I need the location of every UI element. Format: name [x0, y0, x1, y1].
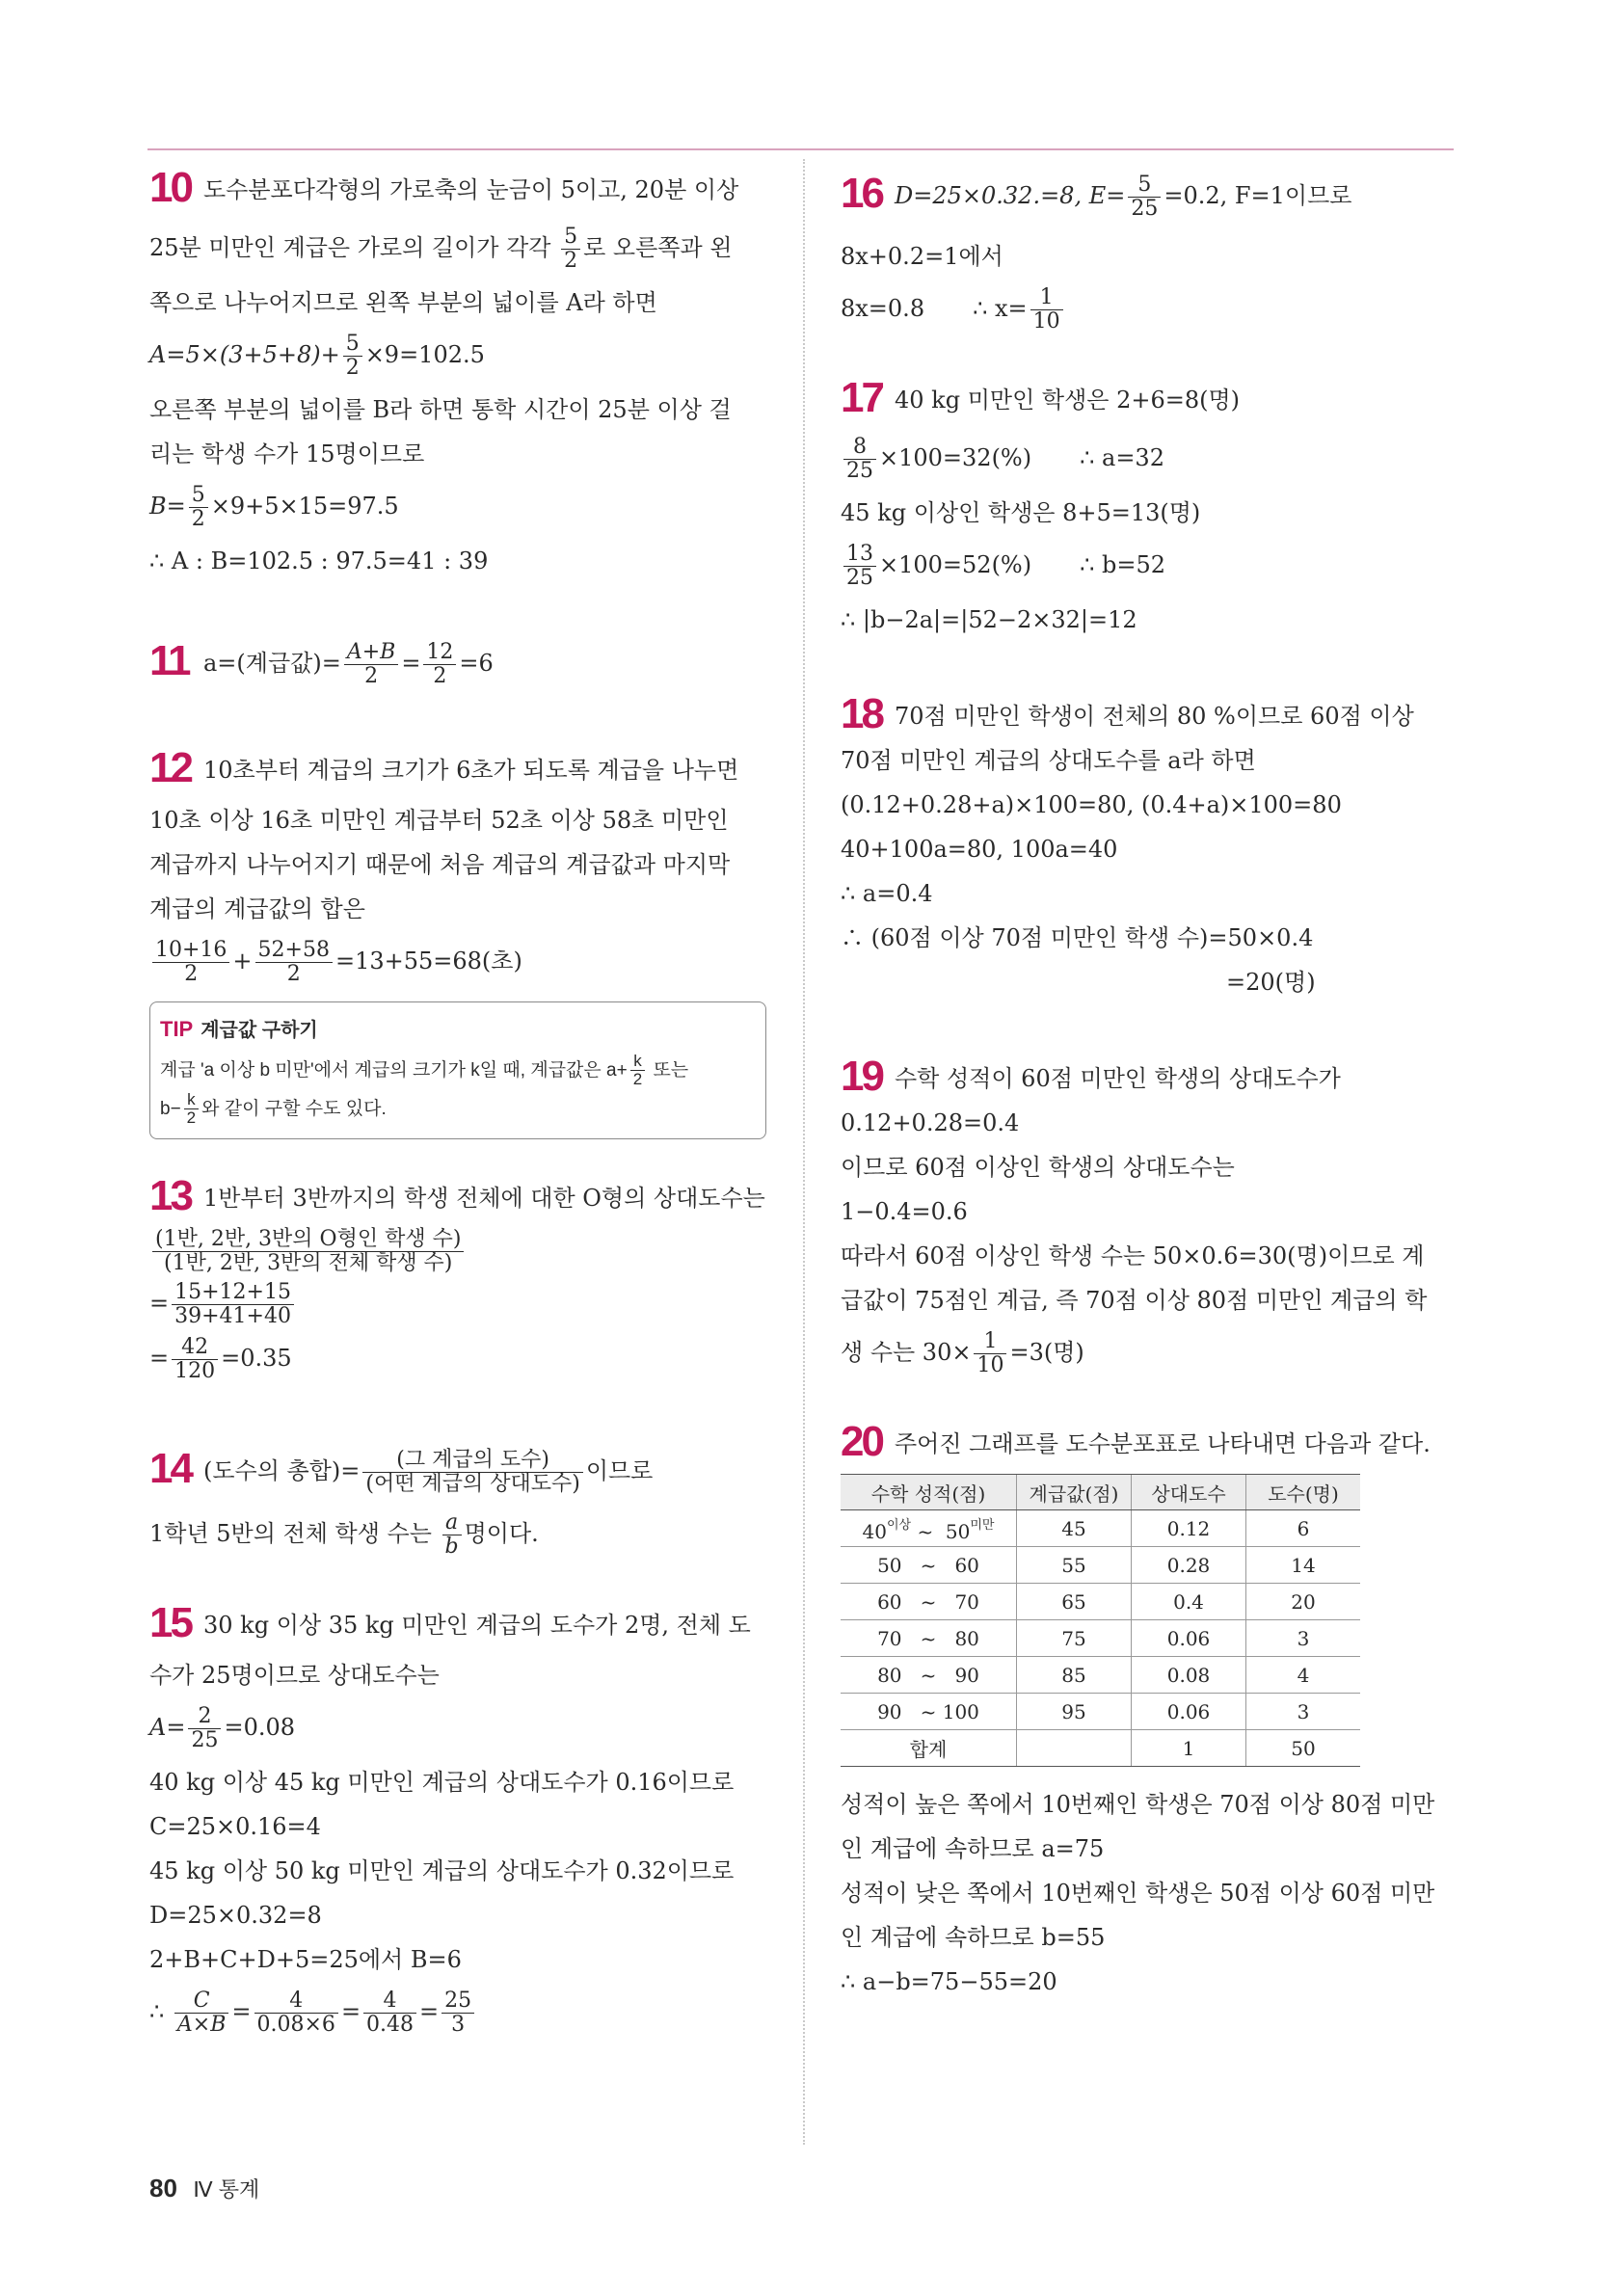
- problem-10: [149, 164, 766, 575]
- fraction: $\frac{1}{10}$: [1030, 286, 1063, 334]
- fraction: $\frac{2}{25}$: [188, 1705, 221, 1752]
- p13-equals: =: [149, 1290, 170, 1317]
- table-cell: 4: [1246, 1657, 1361, 1694]
- fraction: $\frac{42}{120}$: [172, 1336, 218, 1383]
- problem-19: [841, 1053, 1458, 1377]
- right-column: [841, 170, 1458, 2012]
- column-divider: [803, 159, 805, 2145]
- problem-15: 15 30 kg 이상 35 kg 미만인 계급의 도수가 2명, 전체 도 수가 25명이므로 상대도수는 A= $\frac{2}{25}$ =0.08 40 kg 이상 45 kg 미만인 계급의 상대도수가 0.16이므로 C=25×0.16=4 45 kg 이상 50 kg 미만인 계급의 상대도수가 0.32이므로 D=25×0.32=8 2+B+C+D+5=25에서 B=6 ∴ $\frac{C}{A\times B}$ = $\frac{4}{0.08\times 6}$ = $\frac{4}{0.48}$ = $\frac{25}{3}$: [149, 1609, 766, 2037]
- table-header: 상대도수: [1132, 1475, 1246, 1510]
- p19-line5: 따라서 60점 이상인 학생 수는 50×0.6=30(명)이므로 계: [841, 1242, 1425, 1269]
- p10-eq-b: B=: [149, 493, 186, 520]
- table-header-row: [841, 1475, 1360, 1510]
- table-cell: 3: [1246, 1620, 1361, 1657]
- problem-13: [149, 1172, 766, 1383]
- p11-eq-start: a=(계급값)=: [203, 650, 341, 677]
- problem-18: [841, 690, 1458, 997]
- p18-line3: (0.12+0.28+a)×100=80, (0.4+a)×100=80: [841, 791, 1342, 818]
- p17-line1: 40 kg 미만인 학생은 2+6=8(명): [895, 387, 1241, 414]
- p17-answer-a: ∴ a=32: [1080, 444, 1164, 471]
- table-cell: 0.08: [1132, 1657, 1246, 1694]
- table-row: [841, 1657, 1360, 1694]
- left-column: [149, 164, 766, 2052]
- p10-line3: 쪽으로 나누어지므로 왼쪽 부분의 넓이를 A라 하면: [149, 289, 657, 316]
- p18-line7: =20(명): [1226, 969, 1316, 996]
- table-cell: 0.12: [1132, 1510, 1246, 1547]
- tip-line1a: 계급 'a 이상 b 미만'에서 계급의 크기가 k일 때, 계급값은 a+: [160, 1060, 628, 1081]
- p10-line6: 리는 학생 수가 15명이므로: [149, 441, 425, 467]
- table-cell: 14: [1246, 1547, 1361, 1584]
- table-cell: 75: [1017, 1620, 1132, 1657]
- table-cell: 0.28: [1132, 1547, 1246, 1584]
- p15-line8: 2+B+C+D+5=25에서 B=6: [149, 1946, 462, 1973]
- fraction: $\frac{5}{2}$: [189, 484, 208, 531]
- tip-line1b: 또는: [648, 1060, 689, 1081]
- p20-line1: 주어진 그래프를 도수분포표로 나타내면 다음과 같다.: [895, 1430, 1431, 1457]
- problem-17: [841, 374, 1458, 634]
- p12-line1: 10초부터 계급의 크기가 6초가 되도록 계급을 나누면: [203, 757, 739, 784]
- table-total-row: [841, 1730, 1360, 1767]
- table-cell: 6: [1246, 1510, 1361, 1547]
- tip-line2a: b−: [160, 1099, 181, 1119]
- problem-number: 14: [149, 1445, 191, 1492]
- p17-line5: ∴ |b−2a|=|52−2×32|=12: [841, 606, 1137, 633]
- table-cell: 3: [1246, 1694, 1361, 1730]
- problem-number: 19: [841, 1053, 882, 1100]
- p14-eq-start: (도수의 총합)=: [203, 1457, 361, 1484]
- table-cell: 60 ~ 70: [841, 1584, 1017, 1620]
- p16-line3a: 8x=0.8: [841, 295, 925, 322]
- table-cell: 0.06: [1132, 1694, 1246, 1730]
- table-cell: 50 ~ 60: [841, 1547, 1017, 1584]
- p16-line3b: ∴ x=: [973, 295, 1028, 322]
- page-footer: [149, 2174, 259, 2203]
- tip-title: 계급값 구하기: [201, 1020, 318, 1041]
- p20-line2: 성적이 높은 쪽에서 10번째인 학생은 70점 이상 80점 미만: [841, 1791, 1435, 1818]
- p12-line4: 계급의 계급값의 합은: [149, 895, 365, 922]
- p12-line3: 계급까지 나누어지기 때문에 처음 계급의 계급값과 마지막: [149, 851, 731, 878]
- p12-plus: +: [232, 948, 253, 974]
- fraction: $\frac{13}{25}$: [843, 543, 876, 590]
- p16-line1a: D=25×0.32.=8, E=: [895, 182, 1126, 209]
- p18-line1: 70점 미만인 학생이 전체의 80 %이므로 60점 이상: [895, 703, 1414, 730]
- table-cell: 합계: [841, 1730, 1017, 1767]
- p13-line1: 1반부터 3반까지의 학생 전체에 대한 O형의 상대도수는: [203, 1185, 765, 1212]
- p17-line3: 45 kg 이상인 학생은 8+5=13(명): [841, 499, 1201, 526]
- problem-number: 20: [841, 1418, 882, 1465]
- p19-line2: 0.12+0.28=0.4: [841, 1109, 1020, 1136]
- p20-line4: 성적이 낮은 쪽에서 10번째인 학생은 50점 이상 60점 미만: [841, 1880, 1435, 1907]
- table-row: [841, 1547, 1360, 1584]
- tip-box: [149, 1001, 766, 1139]
- p18-line2: 70점 미만인 계급의 상대도수를 a라 하면: [841, 747, 1256, 774]
- problem-number: 10: [149, 164, 191, 211]
- p11-equals: =: [401, 650, 421, 677]
- p17-line2b: ×100=32(%): [879, 444, 1032, 471]
- p10-eq-b-result: ×9+5×15=97.5: [210, 493, 399, 520]
- table-cell: 45: [1017, 1510, 1132, 1547]
- fraction: $\frac{a}{b}$: [442, 1511, 462, 1559]
- p15-line7: D=25×0.32=8: [149, 1902, 322, 1929]
- p20-line3: 인 계급에 속하므로 a=75: [841, 1835, 1105, 1862]
- p15-line6: 45 kg 이상 50 kg 미만인 계급의 상대도수가 0.32이므로: [149, 1857, 735, 1884]
- p19-line4: 1−0.4=0.6: [841, 1198, 968, 1225]
- p10-eq-a-result: ×9=102.5: [364, 341, 485, 368]
- p10-line1: 도수분포다각형의 가로축의 눈금이 5이고, 20분 이상: [203, 176, 739, 203]
- problem-number: 17: [841, 374, 882, 421]
- fraction: $\frac{10+16}{2}$: [152, 939, 229, 986]
- p12-result: =13+55=68(초): [334, 948, 522, 974]
- fraction: $\frac{4}{0.48}$: [363, 1989, 416, 2037]
- p14-line2a: 1학년 5반의 전체 학생 수는: [149, 1520, 440, 1547]
- tip-line2b: 와 같이 구할 수도 있다.: [201, 1099, 387, 1119]
- table-cell: [1017, 1730, 1132, 1767]
- table-cell: 1: [1132, 1730, 1246, 1767]
- table-cell: 20: [1246, 1584, 1361, 1620]
- p17-answer-b: ∴ b=52: [1080, 551, 1166, 578]
- problem-14: [149, 1445, 766, 1559]
- table-cell: 90 ~ 100: [841, 1694, 1017, 1730]
- p18-line4: 40+100a=80, 100a=40: [841, 836, 1118, 863]
- p13-equals: =: [149, 1345, 170, 1372]
- fraction: $\frac{\text{(1반, 2반, 3반의 O형인 학생 수)}}{\text{(1반, 2반, 3반의 전체 학생 수)}}$: [152, 1228, 464, 1275]
- problem-number: 13: [149, 1172, 191, 1219]
- table-cell: 0.4: [1132, 1584, 1246, 1620]
- p14-eq-end: 이므로: [585, 1457, 654, 1484]
- table-cell: 65: [1017, 1584, 1132, 1620]
- fraction: $\frac{1}{10}$: [974, 1330, 1006, 1377]
- p15-line2: 수가 25명이므로 상대도수는: [149, 1662, 440, 1689]
- fraction: $\frac{5}{25}$: [1128, 174, 1161, 221]
- tip-label: TIP: [160, 1017, 194, 1041]
- fraction: $\frac{52+58}{2}$: [255, 939, 333, 986]
- problem-20: [841, 1418, 1458, 1996]
- p11-result: =6: [459, 650, 494, 677]
- problem-11: [149, 637, 766, 688]
- page-number: 80: [149, 2174, 177, 2203]
- p20-line5: 인 계급에 속하므로 b=55: [841, 1924, 1106, 1951]
- problem-number: 15: [149, 1599, 191, 1646]
- p12-line2: 10초 이상 16초 미만인 계급부터 52초 이상 58초 미만인: [149, 807, 729, 834]
- p14-line2b: 명이다.: [464, 1520, 539, 1547]
- header-rule: [147, 148, 1454, 150]
- problem-16: [841, 170, 1458, 334]
- p15-eq-a: A=: [149, 1714, 186, 1741]
- p16-line2: 8x+0.2=1에서: [841, 243, 1003, 270]
- fraction: $\frac{12}{2}$: [423, 641, 456, 688]
- fraction: $\frac{C}{A\times B}$: [174, 1989, 229, 2037]
- table-cell: 80 ~ 90: [841, 1657, 1017, 1694]
- frequency-table: [841, 1474, 1360, 1767]
- fraction: $\frac{25}{3}$: [441, 1989, 474, 2037]
- table-cell: $40^{이상}$ ~ $50^{미만}$: [841, 1510, 1017, 1547]
- p18-line6: ∴ (60점 이상 70점 미만인 학생 수)=50×0.4: [841, 924, 1314, 951]
- problem-number: 18: [841, 690, 882, 737]
- p10-eq-a: A=5×(3+5+8)+: [149, 341, 340, 368]
- p15-eq-a-result: =0.08: [224, 1714, 295, 1741]
- p16-line1b: =0.2, F=1이므로: [1164, 182, 1352, 209]
- p10-line5: 오른쪽 부분의 넓이를 B라 하면 통학 시간이 25분 이상 걸: [149, 396, 732, 423]
- table-cell: 0.06: [1132, 1620, 1246, 1657]
- fraction: $\frac{15+12+15}{39+41+40}$: [172, 1281, 294, 1328]
- table-header: 수학 성적(점): [841, 1475, 1017, 1510]
- table-header: 도수(명): [1246, 1475, 1361, 1510]
- fraction: $\frac{k}{2}$: [184, 1091, 199, 1127]
- chapter-label: Ⅳ 통계: [193, 2177, 260, 2202]
- problem-number: 16: [841, 170, 882, 217]
- table-cell: 55: [1017, 1547, 1132, 1584]
- fraction: $\frac{k}{2}$: [630, 1053, 645, 1088]
- p19-line3: 이므로 60점 이상인 학생의 상대도수는: [841, 1154, 1235, 1181]
- table-cell: 70 ~ 80: [841, 1620, 1017, 1657]
- table-cell: 85: [1017, 1657, 1132, 1694]
- fraction: $\frac{\text{(그 계급의 도수)}}{\text{(어떤 계급의 상대도수)}}$: [362, 1449, 582, 1496]
- table-row: [841, 1694, 1360, 1730]
- table-header: 계급값(점): [1017, 1475, 1132, 1510]
- problem-number: 11: [149, 637, 189, 684]
- p10-answer: ∴ A : B=102.5 : 97.5=41 : 39: [149, 547, 489, 574]
- p19-line7b: =3(명): [1009, 1339, 1084, 1366]
- p19-line6: 급값이 75점인 계급, 즉 70점 이상 80점 미만인 계급의 학: [841, 1287, 1428, 1314]
- p15-line5: C=25×0.16=4: [149, 1813, 321, 1840]
- fraction: $\frac{8}{25}$: [843, 436, 876, 483]
- p18-line5: ∴ a=0.4: [841, 880, 933, 907]
- p19-line1: 수학 성적이 60점 미만인 학생의 상대도수가: [895, 1065, 1341, 1092]
- p10-line2a: 25분 미만인 계급은 가로의 길이가 각각: [149, 234, 559, 261]
- fraction: $\frac{A+B}{2}$: [344, 641, 399, 688]
- fraction: $\frac{4}{0.08\times 6}$: [254, 1989, 338, 2037]
- table-row: [841, 1584, 1360, 1620]
- table-row: [841, 1620, 1360, 1657]
- fraction: $\frac{5}{2}$: [343, 333, 362, 380]
- problem-number: 12: [149, 744, 191, 791]
- table-cell: 50: [1246, 1730, 1361, 1767]
- p10-line2b: 로 오른쪽과 왼: [583, 234, 733, 261]
- p17-line4b: ×100=52(%): [879, 551, 1032, 578]
- table-row: [841, 1510, 1360, 1547]
- p15-line4: 40 kg 이상 45 kg 미만인 계급의 상대도수가 0.16이므로: [149, 1769, 735, 1796]
- p15-line1: 30 kg 이상 35 kg 미만인 계급의 도수가 2명, 전체 도: [203, 1612, 751, 1639]
- fraction: $\frac{5}{2}$: [561, 226, 580, 273]
- p20-line6: ∴ a−b=75−55=20: [841, 1968, 1057, 1995]
- p15-therefore: ∴: [149, 1998, 172, 2025]
- table-cell: 95: [1017, 1694, 1132, 1730]
- problem-12: [149, 744, 766, 1139]
- p13-result: =0.35: [221, 1345, 292, 1372]
- p19-line7a: 생 수는 30×: [841, 1339, 972, 1366]
